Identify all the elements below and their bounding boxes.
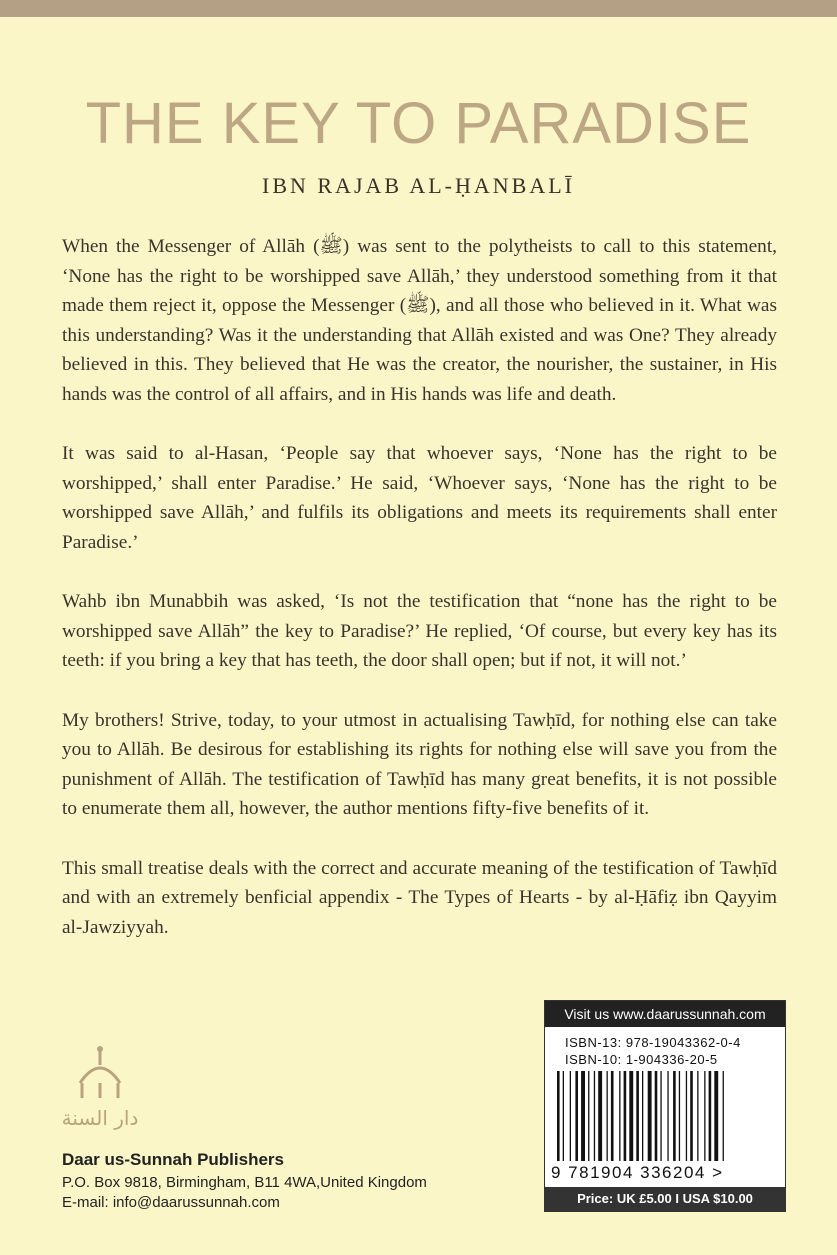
- book-title: THE KEY TO PARADISE: [85, 91, 752, 156]
- blurb-paragraph-3: Wahb ibn Munabbih was asked, ‘Is not the testification that “none has the right to be worshipped save Allāh” the key to Paradise?’ He replied, ‘Of course, but every key has its teeth: if you bring a key that has teeth, the door shall open; but if not, it will not.’: [62, 591, 777, 671]
- isbn-10: ISBN-10: 1-904336-20-5: [565, 1052, 718, 1067]
- website-banner: Visit us www.daarussunnah.com: [545, 1001, 785, 1027]
- barcode-digits: 9 781904 336204 >: [551, 1163, 724, 1182]
- price-banner: Price: UK £5.00 I USA $10.00: [545, 1187, 785, 1211]
- publisher-logo-icon: [60, 1043, 140, 1133]
- publisher-logo-text: دار السنة: [61, 1106, 139, 1130]
- isbn-13: ISBN-13: 978-19043362-0-4: [565, 1035, 741, 1050]
- blurb-text: [62, 232, 777, 972]
- blurb-paragraph-1: When the Messenger of Allāh (ﷺ) was sent to the polytheists to call to this statement, ‘None has the right to be worshipped save Allāh,’ they understood something from it that made them reject it, oppose the Messenger (ﷺ), and all those who believed in it. What was this understanding? Was it the understanding that Allāh existed and was One? They already believed in this. They believed that He was the creator, the nourisher, the sustainer, in His hands was the control of all affairs, and in His hands was life and death.: [62, 236, 777, 405]
- blurb-paragraph-2: It was said to al-Hasan, ‘People say that whoever says, ‘None has the right to be worshipped,’ shall enter Paradise.’ He said, ‘Whoever says, ‘None has the right to be worshipped save Allāh,’ and fulfils its obligations and meets its requirements shall enter Paradise.’: [62, 443, 777, 553]
- blurb-paragraph-4: My brothers! Strive, today, to your utmost in actualising Tawḥīd, for nothing else can take you to Allāh. Be desirous for establishing its rights for nothing else will save you from the punishment of Allāh. The testification of Tawḥīd has many great benefits, it is not possible to enumerate them all, however, the author mentions fifty-five benefits of it.: [62, 709, 777, 819]
- barcode-graphic: [555, 1071, 775, 1161]
- top-border-band: [0, 0, 837, 17]
- barcode-box: [544, 1000, 786, 1212]
- publisher-address: P.O. Box 9818, Birmingham, B11 4WA,United Kingdom: [62, 1174, 427, 1191]
- blurb-paragraph-5: This small treatise deals with the correct and accurate meaning of the testification of Tawḥīd and with an extremely benficial appendix - The Types of Hearts - by al-Ḥāfiẓ ibn Qayyim al-Jawziyyah.: [62, 857, 777, 938]
- publisher-info: [62, 1150, 427, 1214]
- publisher-email: E-mail: info@daarussunnah.com: [62, 1194, 280, 1211]
- publisher-name: Daar us-Sunnah Publishers: [62, 1150, 284, 1169]
- book-author: IBN RAJAB AL-ḤANBALĪ: [262, 173, 575, 198]
